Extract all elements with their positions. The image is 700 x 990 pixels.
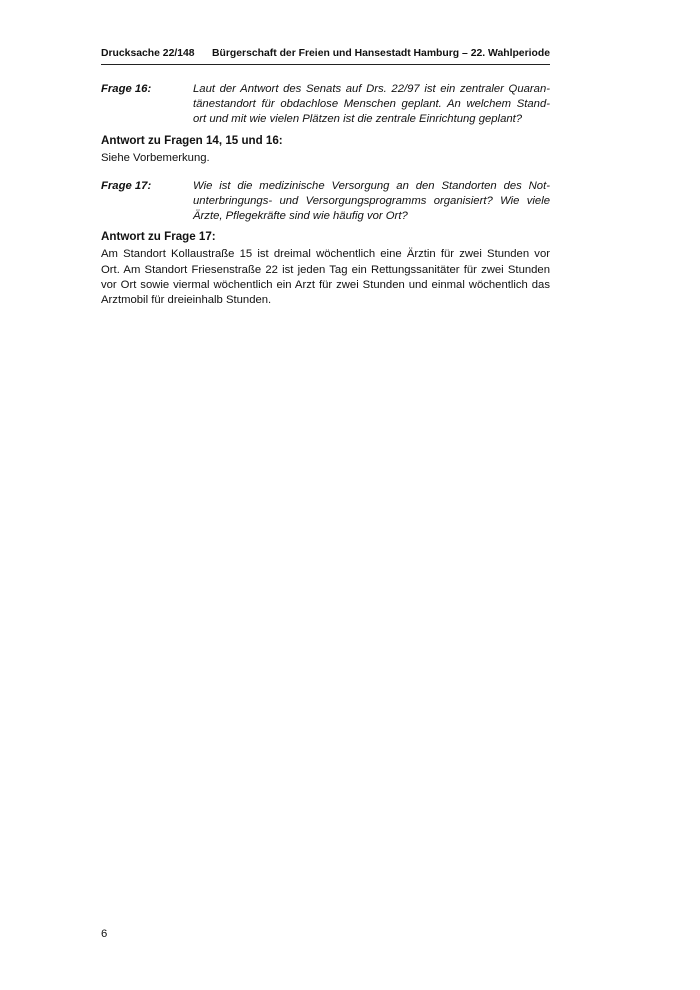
document-page bbox=[101, 0, 550, 990]
answer-text bbox=[101, 247, 550, 308]
question-line: Wie ist die medizinische Versorgung an den Standorten des Not- bbox=[193, 179, 550, 192]
question-label: Frage 16: bbox=[101, 83, 152, 95]
question-label: Frage 17: bbox=[101, 179, 152, 192]
question-line: Laut der Antwort des Senats auf Drs. 22/97 ist ein zentraler Quaran- bbox=[193, 83, 550, 95]
question-text bbox=[193, 82, 550, 128]
document-number: Drucksache 22/148 bbox=[101, 48, 195, 59]
answer-line: Am Standort Kollaustraße 15 ist dreimal wöchentlich eine Ärztin für zwei Stunden vor bbox=[101, 248, 550, 261]
document-body bbox=[101, 82, 550, 321]
answer-line: vor Ort sowie viermal wöchentlich ein Arzt für zwei Stunden und einmal wöchentlich das bbox=[101, 278, 550, 291]
question-16 bbox=[101, 82, 550, 128]
answer-line: Siehe Vorbemerkung. bbox=[101, 151, 210, 164]
answer-line: Arztmobil für dreieinhalb Stunden. bbox=[101, 294, 272, 307]
question-text bbox=[193, 179, 550, 225]
question-17 bbox=[101, 179, 550, 225]
answer-text bbox=[101, 151, 550, 166]
running-header bbox=[101, 47, 550, 63]
header-divider bbox=[101, 64, 550, 65]
question-line: ort und mit wie vielen Plätzen ist die zentrale Einrichtung geplant? bbox=[193, 113, 523, 126]
question-line: Ärzte, Pflegekräfte sind wie häufig vor Ort? bbox=[193, 210, 408, 223]
answer-heading: Antwort zu Fragen 14, 15 und 16: bbox=[101, 133, 283, 147]
page-number: 6 bbox=[101, 928, 108, 940]
answer-line: Ort. Am Standort Friesenstraße 22 ist jeden Tag ein Rettungssanitäter für zwei Stunden bbox=[101, 263, 550, 276]
parliament-title: Bürgerschaft der Freien und Hansestadt Hamburg – 22. Wahlperiode bbox=[212, 48, 550, 59]
answer-heading: Antwort zu Frage 17: bbox=[101, 230, 216, 244]
question-line: tänestandort für obdachlose Menschen geplant. An welchem Stand- bbox=[193, 98, 550, 111]
question-line: unterbringungs- und Versorgungsprogramms organisiert? Wie viele bbox=[193, 195, 550, 208]
